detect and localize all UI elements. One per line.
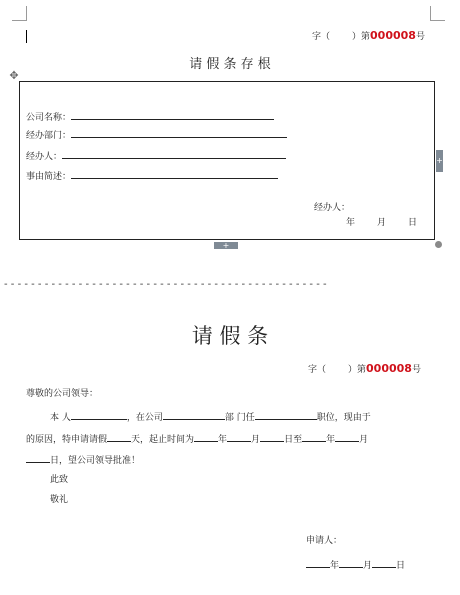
- sign-month-blank[interactable]: [339, 556, 363, 568]
- stub-field-company: 公司名称：: [26, 110, 274, 123]
- stub-title: 请 假 条 存 根: [189, 57, 271, 72]
- body-line-2: 的原因，特申请请假 天，起止时间为 年 月 日至 年 月: [26, 430, 368, 445]
- stub-box: [19, 81, 435, 240]
- start-year-blank[interactable]: [194, 430, 218, 442]
- add-row-handle[interactable]: +: [214, 242, 238, 249]
- end-year-blank[interactable]: [302, 430, 326, 442]
- crop-mark-top-left: [12, 6, 27, 21]
- sign-day-blank[interactable]: [372, 556, 396, 568]
- salutation: 尊敬的公司领导：: [26, 389, 99, 399]
- name-blank[interactable]: [71, 408, 127, 420]
- form-number: 字（ ）第000008号: [308, 362, 421, 375]
- add-column-handle[interactable]: +: [436, 150, 443, 172]
- stub-handler-signature: 经办人：: [314, 203, 351, 213]
- form-title: 请 假 条: [191, 324, 269, 348]
- position-blank[interactable]: [255, 408, 317, 420]
- closing-salute: 敬礼: [50, 495, 69, 505]
- end-month-blank[interactable]: [335, 430, 359, 442]
- form-date: 年 月 日: [306, 556, 405, 571]
- stub-date: 年 月 日: [346, 218, 418, 228]
- closing-regards: 此致: [50, 475, 69, 485]
- table-resize-handle[interactable]: [435, 241, 442, 248]
- stub-field-handler: 经办人：: [26, 149, 286, 162]
- stub-field-reason: 事由简述：: [26, 169, 278, 182]
- cut-line: - - - - - - - - - - - - - - - - - - - - - - - - - - - - - - - - - - - - - - - - - - - - - - - -: [4, 279, 327, 290]
- crop-mark-top-right: [430, 6, 445, 21]
- company-name-line[interactable]: [71, 119, 274, 120]
- reason-line[interactable]: [71, 178, 278, 179]
- handler-line[interactable]: [62, 158, 286, 159]
- sign-year-blank[interactable]: [306, 556, 330, 568]
- stub-number: 字（ ）第000008号: [312, 29, 425, 42]
- stub-field-department: 经办部门：: [26, 128, 287, 141]
- days-blank[interactable]: [107, 430, 131, 442]
- form-serial-number: 000008: [366, 362, 412, 375]
- body-line-1: 本 人 ，在公司 部 门任 职位，现由于: [50, 408, 371, 423]
- department-line[interactable]: [71, 137, 287, 138]
- stub-serial-number: 000008: [370, 29, 416, 42]
- text-cursor: [26, 30, 27, 43]
- end-day-blank[interactable]: [26, 451, 50, 463]
- applicant-signature: 申请人：: [306, 536, 343, 546]
- start-month-blank[interactable]: [227, 430, 251, 442]
- table-move-handle[interactable]: ✥: [9, 69, 19, 82]
- body-line-3: 日，望公司领导批准！: [26, 451, 140, 466]
- department-blank[interactable]: [163, 408, 225, 420]
- start-day-blank[interactable]: [260, 430, 284, 442]
